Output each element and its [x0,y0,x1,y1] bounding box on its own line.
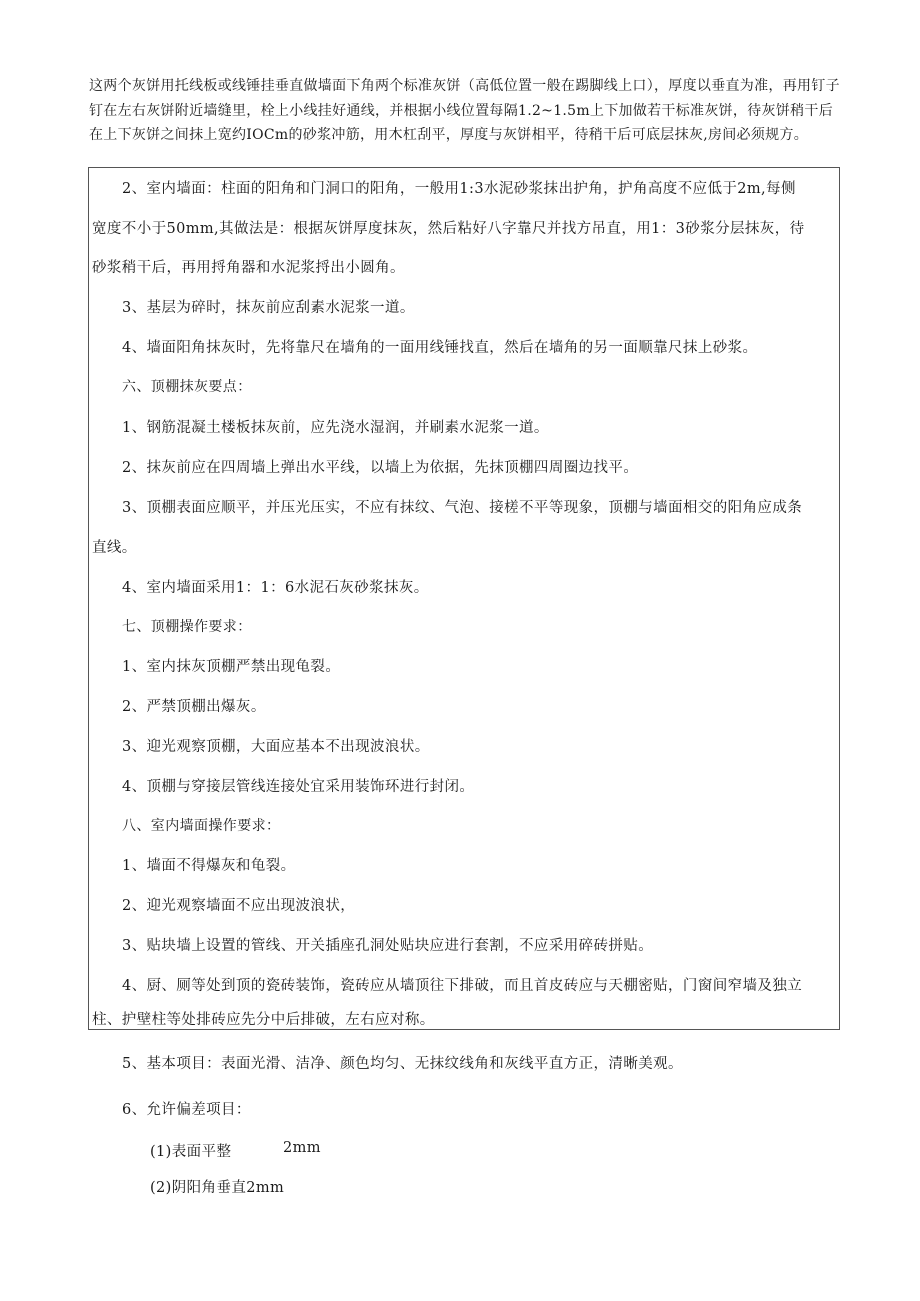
wall-req-4-line1: 4、厨、厕等处到顶的瓷砖装饰，瓷砖应从墙顶往下排破，而且首皮砖应与天棚密贴，门窗间窄墙及独立 [122,978,803,994]
wall-req-1: 1、墙面不得爆灰和龟裂。 [122,858,296,874]
ceiling-req-3: 3、迎光观察顶棚，大面应基本不出现波浪状。 [122,739,430,755]
basic-items: 5、基本项目：表面光滑、洁净、颜色均匀、无抹纹线角和灰线平直方正，清晰美观。 [122,1056,683,1072]
content-box [88,167,840,1030]
tolerance-1-label: (1)表面平整 [150,1144,232,1160]
section-heading-7: 七、顶棚操作要求： [122,619,252,635]
tolerance-2: (2)阴阳角垂直2mm [150,1180,285,1196]
tolerance-1-value: 2mm [283,1140,321,1156]
ceiling-point-4: 4、室内墙面采用1：1：6水泥石灰砂浆抹灰。 [122,580,429,596]
intro-paragraph: 这两个灰饼用托线板或线锤挂垂直做墙面下角两个标准灰饼（高低位置一般在踢脚线上口），厚度以垂直为准，再用钉子钉在左右灰饼附近墙缝里，栓上小线挂好通线，并根据小线位置每隔1.2~1.5m上下加做若干标准灰饼，待灰饼稍干后在上下灰饼之间抹上宽约IOCm的砂浆冲筋，用木杠刮平，厚度与灰饼相平，待稍干后可底层抹灰,房间必须规方。 [89,78,840,143]
base-layer-note: 3、基层为碎时，抹灰前应刮素水泥浆一道。 [122,300,415,316]
ceiling-req-2: 2、严禁顶棚出爆灰。 [122,699,266,715]
wall-req-2: 2、迎光观察墙面不应出现波浪状， [122,898,356,914]
ceiling-req-1: 1、室内抹灰顶棚严禁出现龟裂。 [122,659,341,675]
wall-corner-line1: 2、室内墙面：柱面的阳角和门洞口的阳角，一般用1:3水泥砂浆抹出护角，护角高度不应低于2m,每侧 [122,181,796,197]
ceiling-point-3-line1: 3、顶棚表面应顺平，并压光压实，不应有抹纹、气泡、接槎不平等现象，顶棚与墙面相交的阳角应成条 [122,500,803,516]
tolerance-heading: 6、允许偏差项目： [122,1102,251,1118]
section-heading-8: 八、室内墙面操作要求： [122,818,281,834]
wall-req-4-line2: 柱、护壁柱等处排砖应先分中后排破，左右应对称。 [92,1012,435,1028]
ceiling-point-1: 1、钢筋混凝土楼板抹灰前，应先浇水湿润，并刷素水泥浆一道。 [122,420,549,436]
ceiling-point-2: 2、抹灰前应在四周墙上弹出水平线，以墙上为依据，先抹顶棚四周圈边找平。 [122,460,639,476]
wall-corner-line2: 宽度不小于50mm,其做法是：根据灰饼厚度抹灰，然后粘好八字靠尺并找方吊直，用1：3砂浆分层抹灰，待 [92,221,805,237]
wall-req-3: 3、贴块墙上设置的管线、开关插座孔洞处贴块应进行套割，不应采用碎砖拼贴。 [122,938,654,954]
ceiling-point-3-line2: 直线。 [92,540,137,556]
outer-corner-note: 4、墙面阳角抹灰时，先将靠尺在墙角的一面用线锤找直，然后在墙角的另一面顺靠尺抹上砂浆。 [122,340,758,356]
wall-corner-line3: 砂浆稍干后，再用捋角器和水泥浆捋出小圆角。 [92,260,405,276]
ceiling-req-4: 4、顶棚与穿接层管线连接处宜采用装饰环进行封闭。 [122,779,475,795]
section-heading-6: 六、顶棚抹灰要点： [122,379,252,395]
